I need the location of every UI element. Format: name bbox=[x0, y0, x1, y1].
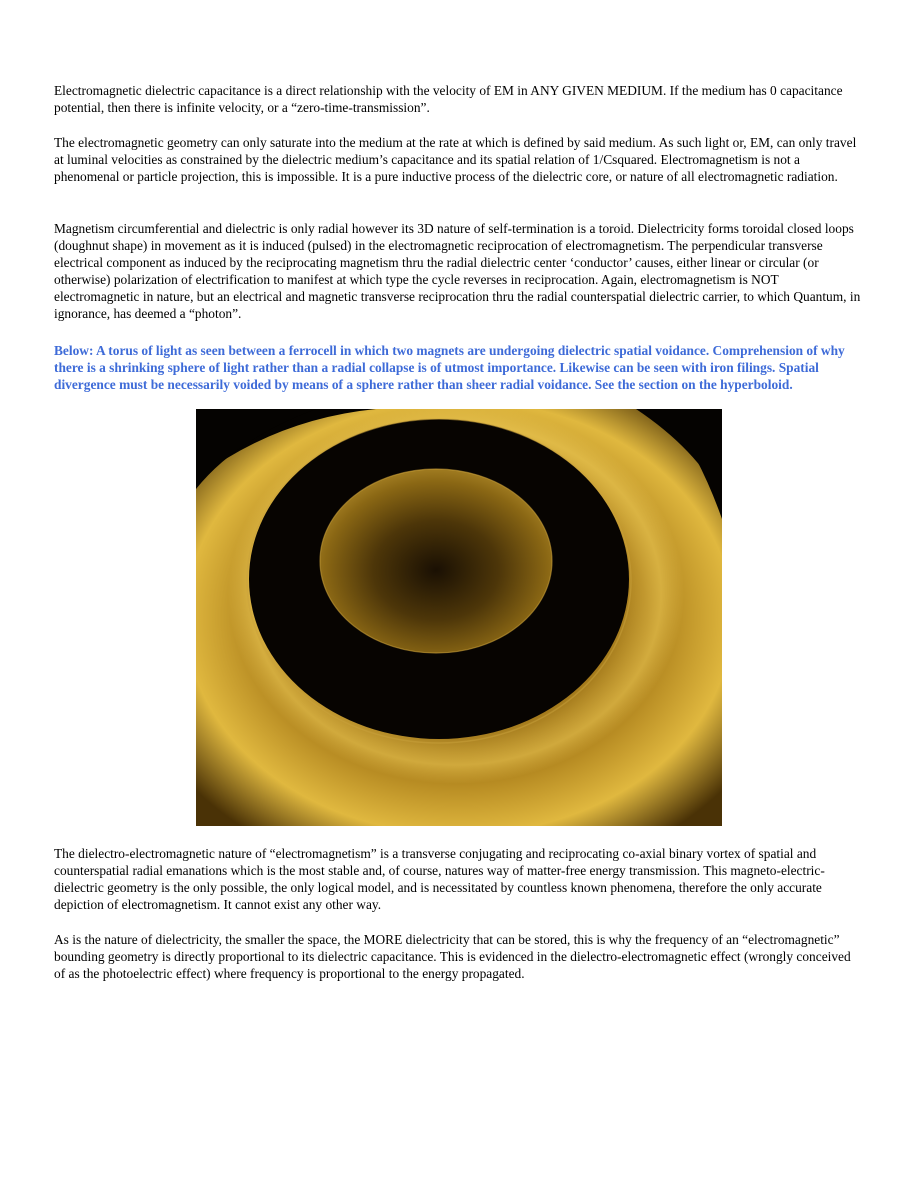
paragraph-magnetism: Magnetism circumferential and dielectric is only radial however its 3D nature of self-termination is a toroid. Dielectricity forms toroidal closed loops (doughnut shape) in movement as it is induced (pulsed) in the electromagnetic reciprocation of electromagnetism. The perpendicular transverse electrical component as induced by the reciprocating magnetism thru the radial dielectric center ‘conductor’ causes, either linear or circular (or otherwise) polarization of electrification to manifest at which type the cycle reverses in reciprocation. Again, electromagnetism is NOT electromagnetic in nature, but an electrical and magnetic transverse reciprocation thru the radial counterspatial dielectric carrier, to which Quantum, in ignorance, has deemed a “photon”. bbox=[54, 221, 861, 322]
figure-caption: Below: A torus of light as seen between a ferrocell in which two magnets are undergoing dielectric spatial voidance. Comprehension of why there is a shrinking sphere of light rather than a radial collapse is of utmost importance. Likewise can be seen with iron filings. Spatial divergence must be necessarily voided by means of a sphere rather than sheer radial voidance. See the section on the hyperboloid. bbox=[54, 343, 845, 393]
paragraph-geometry: The electromagnetic geometry can only saturate into the medium at the rate at which is defined by said medium. As such light or, EM, can only travel at luminal velocities as constrained by the dielectric medium’s capacitance and its spatial relation of 1/Csquared. Electromagnetism is not a phenomenal or particle projection, this is impossible. It is a pure inductive process of the dielectric core, or nature of all electromagnetic radiation. bbox=[54, 135, 857, 185]
paragraph-capacitance: Electromagnetic dielectric capacitance is a direct relationship with the velocity of EM in ANY GIVEN MEDIUM. If the medium has 0 capacitance potential, then there is infinite velocity, or a “zero-time-transmission”. bbox=[54, 83, 843, 116]
paragraph-dielectricity: As is the nature of dielectricity, the smaller the space, the MORE dielectricity that can be stored, this is why the frequency of an “electromagnetic” bounding geometry is directly proportional to its dielectric capacitance. This is evidenced in the dielectro-electromagnetic effect (wrongly conceived of as the photoelectric effect) where frequency is proportional to the energy propagated. bbox=[54, 932, 851, 982]
ferrocell-torus-photo bbox=[196, 409, 722, 826]
paragraph-dielectro-electromagnetic: The dielectro-electromagnetic nature of “electromagnetism” is a transverse conjugating and reciprocating co-axial binary vortex of spatial and counterspatial radial emanations which is the most stable and, of course, natures way of matter-free energy transmission. This magneto-electric-dielectric geometry is the only possible, the only logical model, and is necessitated by countless known phenomena, therefore the only accurate depiction of electromagnetism. It cannot exist any other way. bbox=[54, 846, 825, 913]
